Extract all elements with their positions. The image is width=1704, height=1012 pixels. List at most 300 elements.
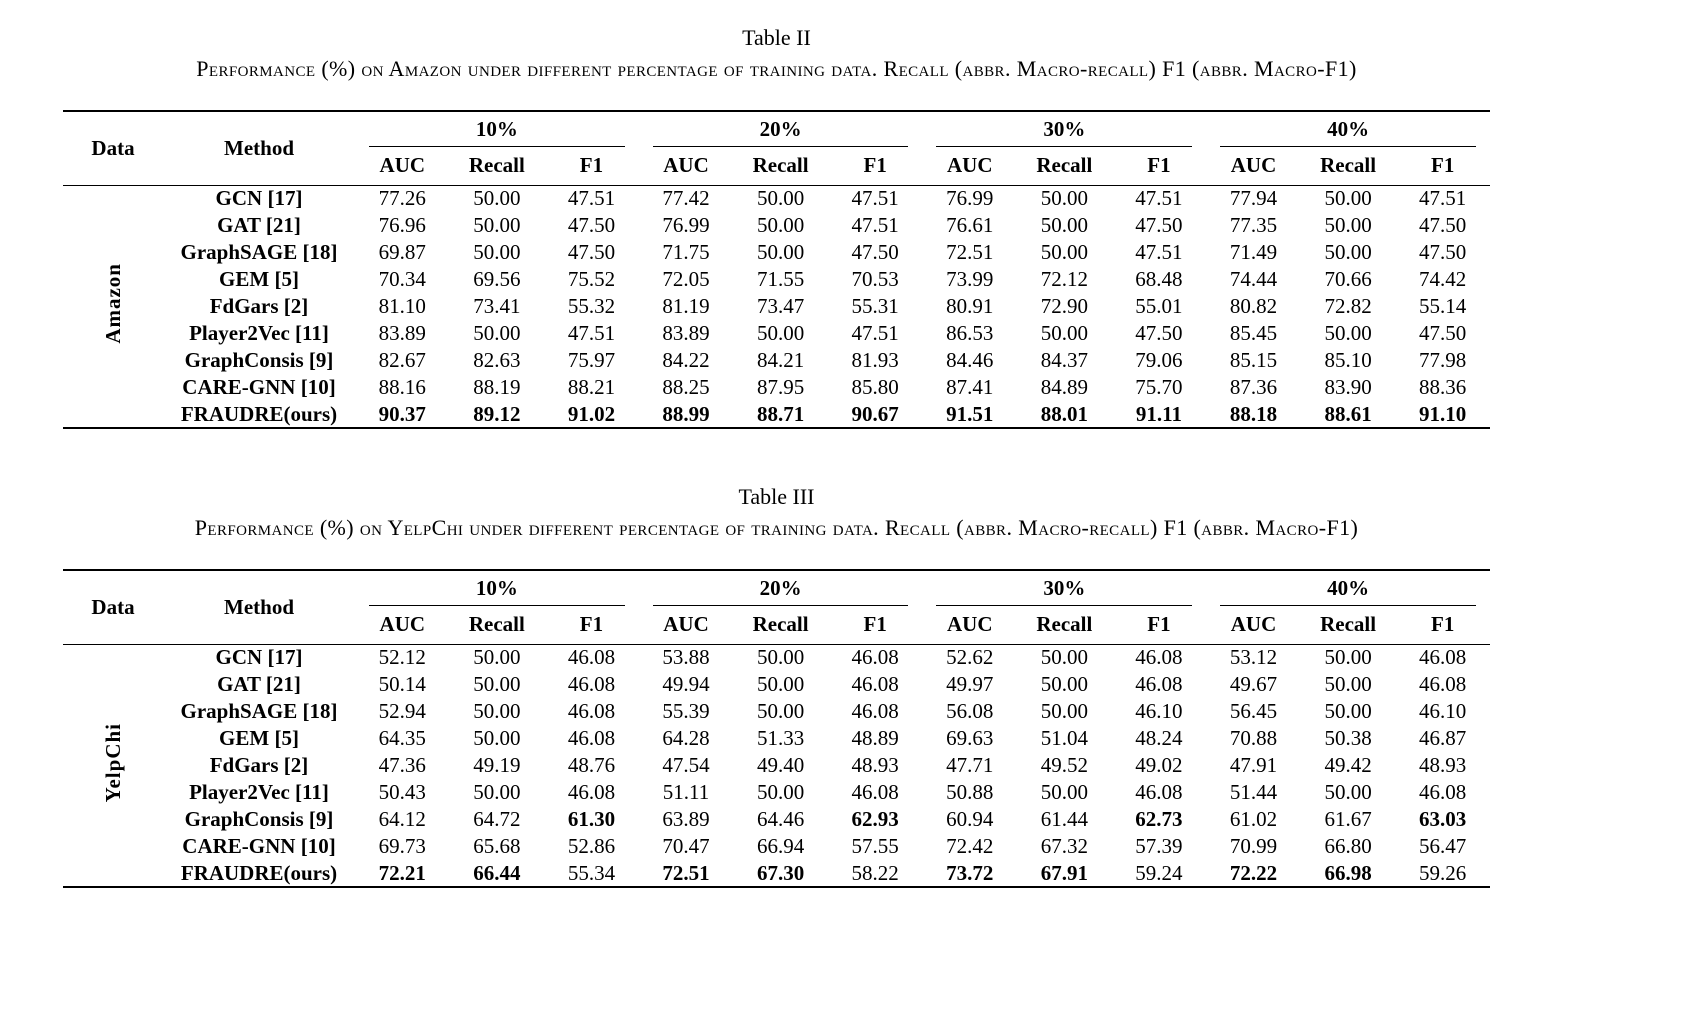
metric-value: 62.73 (1135, 807, 1183, 831)
table-row (63, 212, 1490, 239)
col-group-30pct (922, 111, 1206, 147)
method-name: FRAUDRE(ours) (180, 860, 338, 885)
table-row (63, 671, 1490, 698)
metric-value: 77.35 (1229, 213, 1278, 237)
metric-value: 50.00 (1324, 699, 1372, 723)
metric-value: 83.90 (1324, 375, 1372, 399)
metric-value: 89.12 (473, 401, 521, 426)
table-row (63, 752, 1490, 779)
metric-value: 83.89 (378, 321, 426, 345)
metric-value: 50.00 (1040, 186, 1088, 211)
metric-value: 70.66 (1324, 267, 1372, 291)
metric-value: 47.71 (946, 753, 994, 777)
metric-value: 56.45 (1229, 699, 1278, 723)
metric-value: 50.00 (1040, 213, 1088, 237)
metric-value: 50.00 (473, 213, 521, 237)
col-header-recall-40pct: Recall (1301, 147, 1396, 185)
col-header-f1-10pct: F1 (544, 606, 639, 644)
metric-value: 83.89 (662, 321, 710, 345)
metric-value: 47.36 (378, 753, 426, 777)
metric-value: 72.12 (1040, 267, 1088, 291)
metric-value: 49.19 (473, 753, 521, 777)
metric-value: 50.88 (946, 780, 994, 804)
dataset-label-text: YelpChi (100, 722, 125, 802)
col-header-data: Data (63, 570, 163, 644)
table-row (63, 779, 1490, 806)
metric-value: 60.94 (946, 807, 994, 831)
metric-value: 50.00 (756, 645, 805, 670)
table-amazon-results (63, 110, 1490, 429)
metric-value: 62.93 (851, 807, 899, 831)
metric-value: 66.80 (1324, 834, 1372, 858)
col-header-f1-10pct: F1 (544, 147, 639, 185)
metric-value: 50.00 (1324, 672, 1372, 696)
metric-value: 88.99 (662, 401, 710, 426)
metric-value: 88.18 (1229, 401, 1278, 426)
metric-value: 46.10 (1135, 699, 1183, 723)
metric-value: 50.00 (756, 699, 805, 723)
metric-value: 46.08 (1135, 780, 1183, 804)
metric-value: 56.47 (1419, 834, 1467, 858)
metric-value: 50.00 (1040, 645, 1088, 670)
metric-value: 64.35 (378, 726, 426, 750)
col-header-auc-30pct: AUC (922, 147, 1017, 185)
metric-value: 77.42 (662, 186, 710, 211)
metric-value: 50.00 (1324, 240, 1372, 264)
metric-value: 47.51 (1135, 240, 1183, 264)
metric-value: 81.10 (378, 294, 426, 318)
metric-value: 46.08 (1419, 780, 1467, 804)
metric-value: 50.00 (473, 645, 521, 670)
col-header-auc-40pct: AUC (1206, 147, 1301, 185)
table-yelpchi-results (63, 569, 1490, 888)
group-label: 20% (653, 117, 909, 147)
metric-value: 85.15 (1229, 348, 1278, 372)
metric-value: 50.00 (473, 321, 521, 345)
metric-value: 91.10 (1419, 401, 1467, 426)
metric-value: 50.00 (473, 726, 521, 750)
metric-value: 47.50 (567, 240, 616, 264)
metric-value: 77.26 (378, 186, 426, 211)
metric-value: 77.94 (1229, 186, 1278, 211)
metric-value: 50.00 (473, 780, 521, 804)
method-name: GraphSAGE [18] (180, 699, 338, 723)
metric-value: 52.62 (946, 645, 994, 670)
metric-value: 59.24 (1135, 860, 1183, 885)
metric-value: 47.50 (567, 213, 616, 237)
metric-value: 91.11 (1135, 401, 1182, 426)
metric-value: 46.08 (851, 699, 899, 723)
metric-value: 47.51 (567, 321, 616, 345)
table-yelpchi-body (63, 644, 1490, 887)
metric-value: 88.19 (473, 375, 521, 399)
metric-value: 49.52 (1040, 753, 1088, 777)
metric-value: 55.14 (1419, 294, 1467, 318)
metric-value: 47.50 (1419, 321, 1467, 345)
page-content (35, 0, 1518, 888)
metric-value: 84.89 (1040, 375, 1088, 399)
metric-value: 52.12 (378, 645, 426, 670)
metric-value: 50.00 (1324, 186, 1372, 211)
table3-caption: Performance (%) on YelpChi under different percentage of training data. Recall (abbr. Macro-recall) F1 (abbr. Macro-F1) (194, 515, 1359, 540)
table-amazon-header (63, 111, 1490, 185)
metric-value: 50.00 (1040, 672, 1088, 696)
metric-value: 73.47 (756, 294, 805, 318)
metric-value: 80.91 (946, 294, 994, 318)
metric-value: 47.50 (1135, 321, 1183, 345)
metric-value: 76.99 (946, 186, 994, 211)
method-name: GAT [21] (217, 213, 301, 237)
metric-value: 47.51 (851, 213, 899, 237)
table-amazon-body (63, 185, 1490, 428)
table-row (63, 320, 1490, 347)
metric-value: 74.42 (1419, 267, 1467, 291)
metric-value: 46.08 (1135, 645, 1183, 670)
metric-value: 58.22 (851, 860, 899, 885)
metric-value: 50.00 (473, 672, 521, 696)
method-name: CARE-GNN [10] (182, 375, 336, 399)
metric-value: 59.26 (1419, 860, 1467, 885)
metric-value: 72.22 (1229, 860, 1278, 885)
metric-value: 50.00 (473, 240, 521, 264)
metric-value: 88.21 (567, 375, 616, 399)
metric-value: 87.36 (1229, 375, 1278, 399)
dataset-label (63, 644, 163, 887)
col-header-f1-30pct: F1 (1112, 147, 1207, 185)
metric-value: 72.51 (662, 860, 710, 885)
metric-value: 50.00 (1040, 780, 1088, 804)
col-header-recall-30pct: Recall (1017, 147, 1112, 185)
group-label: 40% (1220, 576, 1476, 606)
metric-value: 76.96 (378, 213, 426, 237)
metric-value: 79.06 (1135, 348, 1183, 372)
col-header-auc-40pct: AUC (1206, 606, 1301, 644)
metric-value: 63.03 (1419, 807, 1467, 831)
metric-value: 66.98 (1324, 860, 1372, 885)
metric-value: 81.19 (662, 294, 710, 318)
col-header-method: Method (163, 111, 355, 185)
metric-value: 50.00 (1040, 699, 1088, 723)
metric-value: 49.97 (946, 672, 994, 696)
metric-value: 68.48 (1135, 267, 1183, 291)
col-header-recall-30pct: Recall (1017, 606, 1112, 644)
metric-value: 90.37 (378, 401, 426, 426)
col-header-auc-10pct: AUC (355, 606, 450, 644)
metric-value: 80.82 (1229, 294, 1278, 318)
group-label: 10% (369, 117, 625, 147)
metric-value: 46.08 (1419, 645, 1467, 670)
metric-value: 51.44 (1229, 780, 1278, 804)
header-group-row (63, 111, 1490, 147)
metric-value: 52.86 (567, 834, 616, 858)
section-spacer (35, 429, 1518, 483)
metric-value: 88.01 (1040, 401, 1088, 426)
metric-value: 63.89 (662, 807, 710, 831)
metric-value: 57.39 (1135, 834, 1183, 858)
table-row (63, 860, 1490, 887)
metric-value: 47.51 (567, 186, 616, 211)
metric-value: 70.53 (851, 267, 899, 291)
metric-value: 48.76 (567, 753, 616, 777)
metric-value: 69.56 (473, 267, 521, 291)
metric-value: 50.00 (1324, 213, 1372, 237)
table-row (63, 374, 1490, 401)
metric-value: 72.21 (378, 860, 426, 885)
method-name: GEM [5] (219, 267, 299, 291)
metric-value: 50.00 (1040, 321, 1088, 345)
method-name: GraphConsis [9] (184, 807, 334, 831)
metric-value: 75.97 (567, 348, 616, 372)
metric-value: 81.93 (851, 348, 899, 372)
metric-value: 90.67 (851, 401, 899, 426)
table-row (63, 293, 1490, 320)
metric-value: 46.08 (1419, 672, 1467, 696)
metric-value: 55.31 (851, 294, 899, 318)
metric-value: 88.16 (378, 375, 426, 399)
metric-value: 55.39 (662, 699, 710, 723)
col-header-recall-10pct: Recall (450, 147, 545, 185)
method-name: CARE-GNN [10] (182, 834, 336, 858)
table-row (63, 347, 1490, 374)
metric-value: 57.55 (851, 834, 899, 858)
col-header-data: Data (63, 111, 163, 185)
metric-value: 72.90 (1040, 294, 1088, 318)
metric-value: 50.00 (756, 213, 805, 237)
col-header-f1-20pct: F1 (828, 147, 923, 185)
metric-value: 88.25 (662, 375, 710, 399)
metric-value: 53.88 (662, 645, 710, 670)
metric-value: 87.41 (946, 375, 994, 399)
metric-value: 46.10 (1419, 699, 1467, 723)
metric-value: 85.45 (1229, 321, 1278, 345)
method-name: FRAUDRE(ours) (180, 401, 338, 426)
metric-value: 75.70 (1135, 375, 1183, 399)
table2-caption: Performance (%) on Amazon under different percentage of training data. Recall (abbr. Macro-recall) F1 (abbr. Macro-F1) (196, 56, 1357, 81)
metric-value: 48.93 (851, 753, 899, 777)
metric-value: 48.24 (1135, 726, 1183, 750)
method-name: Player2Vec [11] (189, 321, 329, 345)
metric-value: 86.53 (946, 321, 994, 345)
metric-value: 50.43 (378, 780, 426, 804)
group-label: 30% (936, 117, 1192, 147)
metric-value: 76.61 (946, 213, 994, 237)
metric-value: 88.36 (1419, 375, 1467, 399)
metric-value: 67.91 (1040, 860, 1088, 885)
method-name: GAT [21] (217, 672, 301, 696)
dataset-label (63, 185, 163, 428)
metric-value: 47.50 (851, 240, 899, 264)
metric-value: 46.08 (851, 780, 899, 804)
metric-value: 50.14 (378, 672, 426, 696)
metric-value: 50.00 (473, 186, 521, 211)
table-yelpchi-header (63, 570, 1490, 644)
table-row (63, 725, 1490, 752)
metric-value: 76.99 (662, 213, 710, 237)
method-name: GEM [5] (219, 726, 299, 750)
metric-value: 64.12 (378, 807, 426, 831)
metric-value: 48.93 (1419, 753, 1467, 777)
metric-value: 71.75 (662, 240, 710, 264)
table-row (63, 401, 1490, 428)
metric-value: 46.08 (567, 672, 616, 696)
metric-value: 82.63 (473, 348, 521, 372)
metric-value: 51.11 (662, 780, 710, 804)
metric-value: 91.02 (567, 401, 616, 426)
metric-value: 50.00 (473, 699, 521, 723)
metric-value: 46.08 (851, 645, 899, 670)
metric-value: 69.63 (946, 726, 994, 750)
metric-value: 84.37 (1040, 348, 1088, 372)
metric-value: 47.51 (851, 186, 899, 211)
metric-value: 82.67 (378, 348, 426, 372)
metric-value: 50.00 (756, 780, 805, 804)
metric-value: 67.30 (756, 860, 805, 885)
metric-value: 46.08 (851, 672, 899, 696)
metric-value: 51.04 (1040, 726, 1088, 750)
col-group-10pct (355, 570, 639, 606)
col-header-f1-30pct: F1 (1112, 606, 1207, 644)
metric-value: 46.08 (567, 780, 616, 804)
col-header-auc-20pct: AUC (639, 606, 734, 644)
method-name: GCN [17] (215, 186, 303, 211)
metric-value: 61.44 (1040, 807, 1088, 831)
metric-value: 70.47 (662, 834, 710, 858)
metric-value: 52.94 (378, 699, 426, 723)
metric-value: 49.67 (1229, 672, 1278, 696)
table-row (63, 266, 1490, 293)
col-header-recall-10pct: Recall (450, 606, 545, 644)
metric-value: 85.10 (1324, 348, 1372, 372)
metric-value: 50.00 (756, 186, 805, 211)
col-group-10pct (355, 111, 639, 147)
table-row (63, 239, 1490, 266)
metric-value: 77.98 (1419, 348, 1467, 372)
metric-value: 50.00 (756, 672, 805, 696)
col-group-40pct (1206, 111, 1490, 147)
metric-value: 73.41 (473, 294, 521, 318)
metric-value: 47.50 (1135, 213, 1183, 237)
metric-value: 49.94 (662, 672, 710, 696)
method-name: FdGars [2] (209, 294, 309, 318)
metric-value: 66.94 (756, 834, 805, 858)
col-header-f1-40pct: F1 (1395, 147, 1490, 185)
col-header-auc-20pct: AUC (639, 147, 734, 185)
table-row (63, 806, 1490, 833)
metric-value: 74.44 (1229, 267, 1278, 291)
metric-value: 53.12 (1229, 645, 1278, 670)
metric-value: 69.87 (378, 240, 426, 264)
table2-label: Table II (742, 25, 811, 50)
metric-value: 50.00 (1324, 780, 1372, 804)
metric-value: 91.51 (946, 401, 994, 426)
metric-value: 51.33 (756, 726, 805, 750)
col-header-auc-30pct: AUC (922, 606, 1017, 644)
col-header-f1-20pct: F1 (828, 606, 923, 644)
metric-value: 72.42 (946, 834, 994, 858)
group-label: 30% (936, 576, 1192, 606)
metric-value: 49.40 (756, 753, 805, 777)
metric-value: 64.72 (473, 807, 521, 831)
metric-value: 84.46 (946, 348, 994, 372)
metric-value: 88.61 (1324, 401, 1372, 426)
metric-value: 47.50 (1419, 213, 1467, 237)
table-row (63, 644, 1490, 671)
metric-value: 55.01 (1135, 294, 1183, 318)
metric-value: 66.44 (473, 860, 521, 885)
method-name: GCN [17] (215, 645, 303, 670)
metric-value: 48.89 (851, 726, 899, 750)
metric-value: 50.00 (1324, 645, 1372, 670)
metric-value: 70.34 (378, 267, 426, 291)
metric-value: 64.28 (662, 726, 710, 750)
table3-label: Table III (738, 484, 815, 509)
metric-value: 47.51 (1419, 186, 1467, 211)
metric-value: 75.52 (567, 267, 616, 291)
metric-value: 46.08 (1135, 672, 1183, 696)
group-label: 40% (1220, 117, 1476, 147)
method-name: GraphSAGE [18] (180, 240, 338, 264)
metric-value: 71.55 (756, 267, 805, 291)
metric-value: 61.67 (1324, 807, 1372, 831)
group-label: 10% (369, 576, 625, 606)
col-header-recall-20pct: Recall (733, 147, 828, 185)
metric-value: 47.51 (851, 321, 899, 345)
metric-value: 67.32 (1040, 834, 1088, 858)
metric-value: 46.08 (567, 699, 616, 723)
metric-value: 73.99 (946, 267, 994, 291)
metric-value: 50.38 (1324, 726, 1372, 750)
table-row (63, 833, 1490, 860)
metric-value: 70.99 (1229, 834, 1278, 858)
col-header-method: Method (163, 570, 355, 644)
col-group-40pct (1206, 570, 1490, 606)
metric-value: 49.02 (1135, 753, 1183, 777)
metric-value: 84.22 (662, 348, 710, 372)
col-group-30pct (922, 570, 1206, 606)
metric-value: 50.00 (1324, 321, 1372, 345)
metric-value: 61.02 (1229, 807, 1278, 831)
method-name: FdGars [2] (209, 753, 309, 777)
method-name: Player2Vec [11] (189, 780, 329, 804)
metric-value: 72.82 (1324, 294, 1372, 318)
metric-value: 84.21 (756, 348, 805, 372)
metric-value: 71.49 (1229, 240, 1278, 264)
col-header-recall-20pct: Recall (733, 606, 828, 644)
metric-value: 69.73 (378, 834, 426, 858)
metric-value: 50.00 (1040, 240, 1088, 264)
metric-value: 85.80 (851, 375, 899, 399)
metric-value: 47.91 (1229, 753, 1278, 777)
metric-value: 61.30 (567, 807, 616, 831)
group-label: 20% (653, 576, 909, 606)
metric-value: 47.54 (662, 753, 710, 777)
metric-value: 50.00 (756, 240, 805, 264)
dataset-label-text: Amazon (100, 262, 125, 344)
metric-value: 49.42 (1324, 753, 1372, 777)
metric-value: 70.88 (1229, 726, 1278, 750)
metric-value: 55.32 (567, 294, 616, 318)
metric-value: 50.00 (756, 321, 805, 345)
table-row (63, 698, 1490, 725)
metric-value: 56.08 (946, 699, 994, 723)
metric-value: 72.05 (662, 267, 710, 291)
col-group-20pct (639, 111, 923, 147)
metric-value: 72.51 (946, 240, 994, 264)
col-header-recall-40pct: Recall (1301, 606, 1396, 644)
header-group-row (63, 570, 1490, 606)
metric-value: 46.08 (567, 726, 616, 750)
metric-value: 64.46 (756, 807, 805, 831)
